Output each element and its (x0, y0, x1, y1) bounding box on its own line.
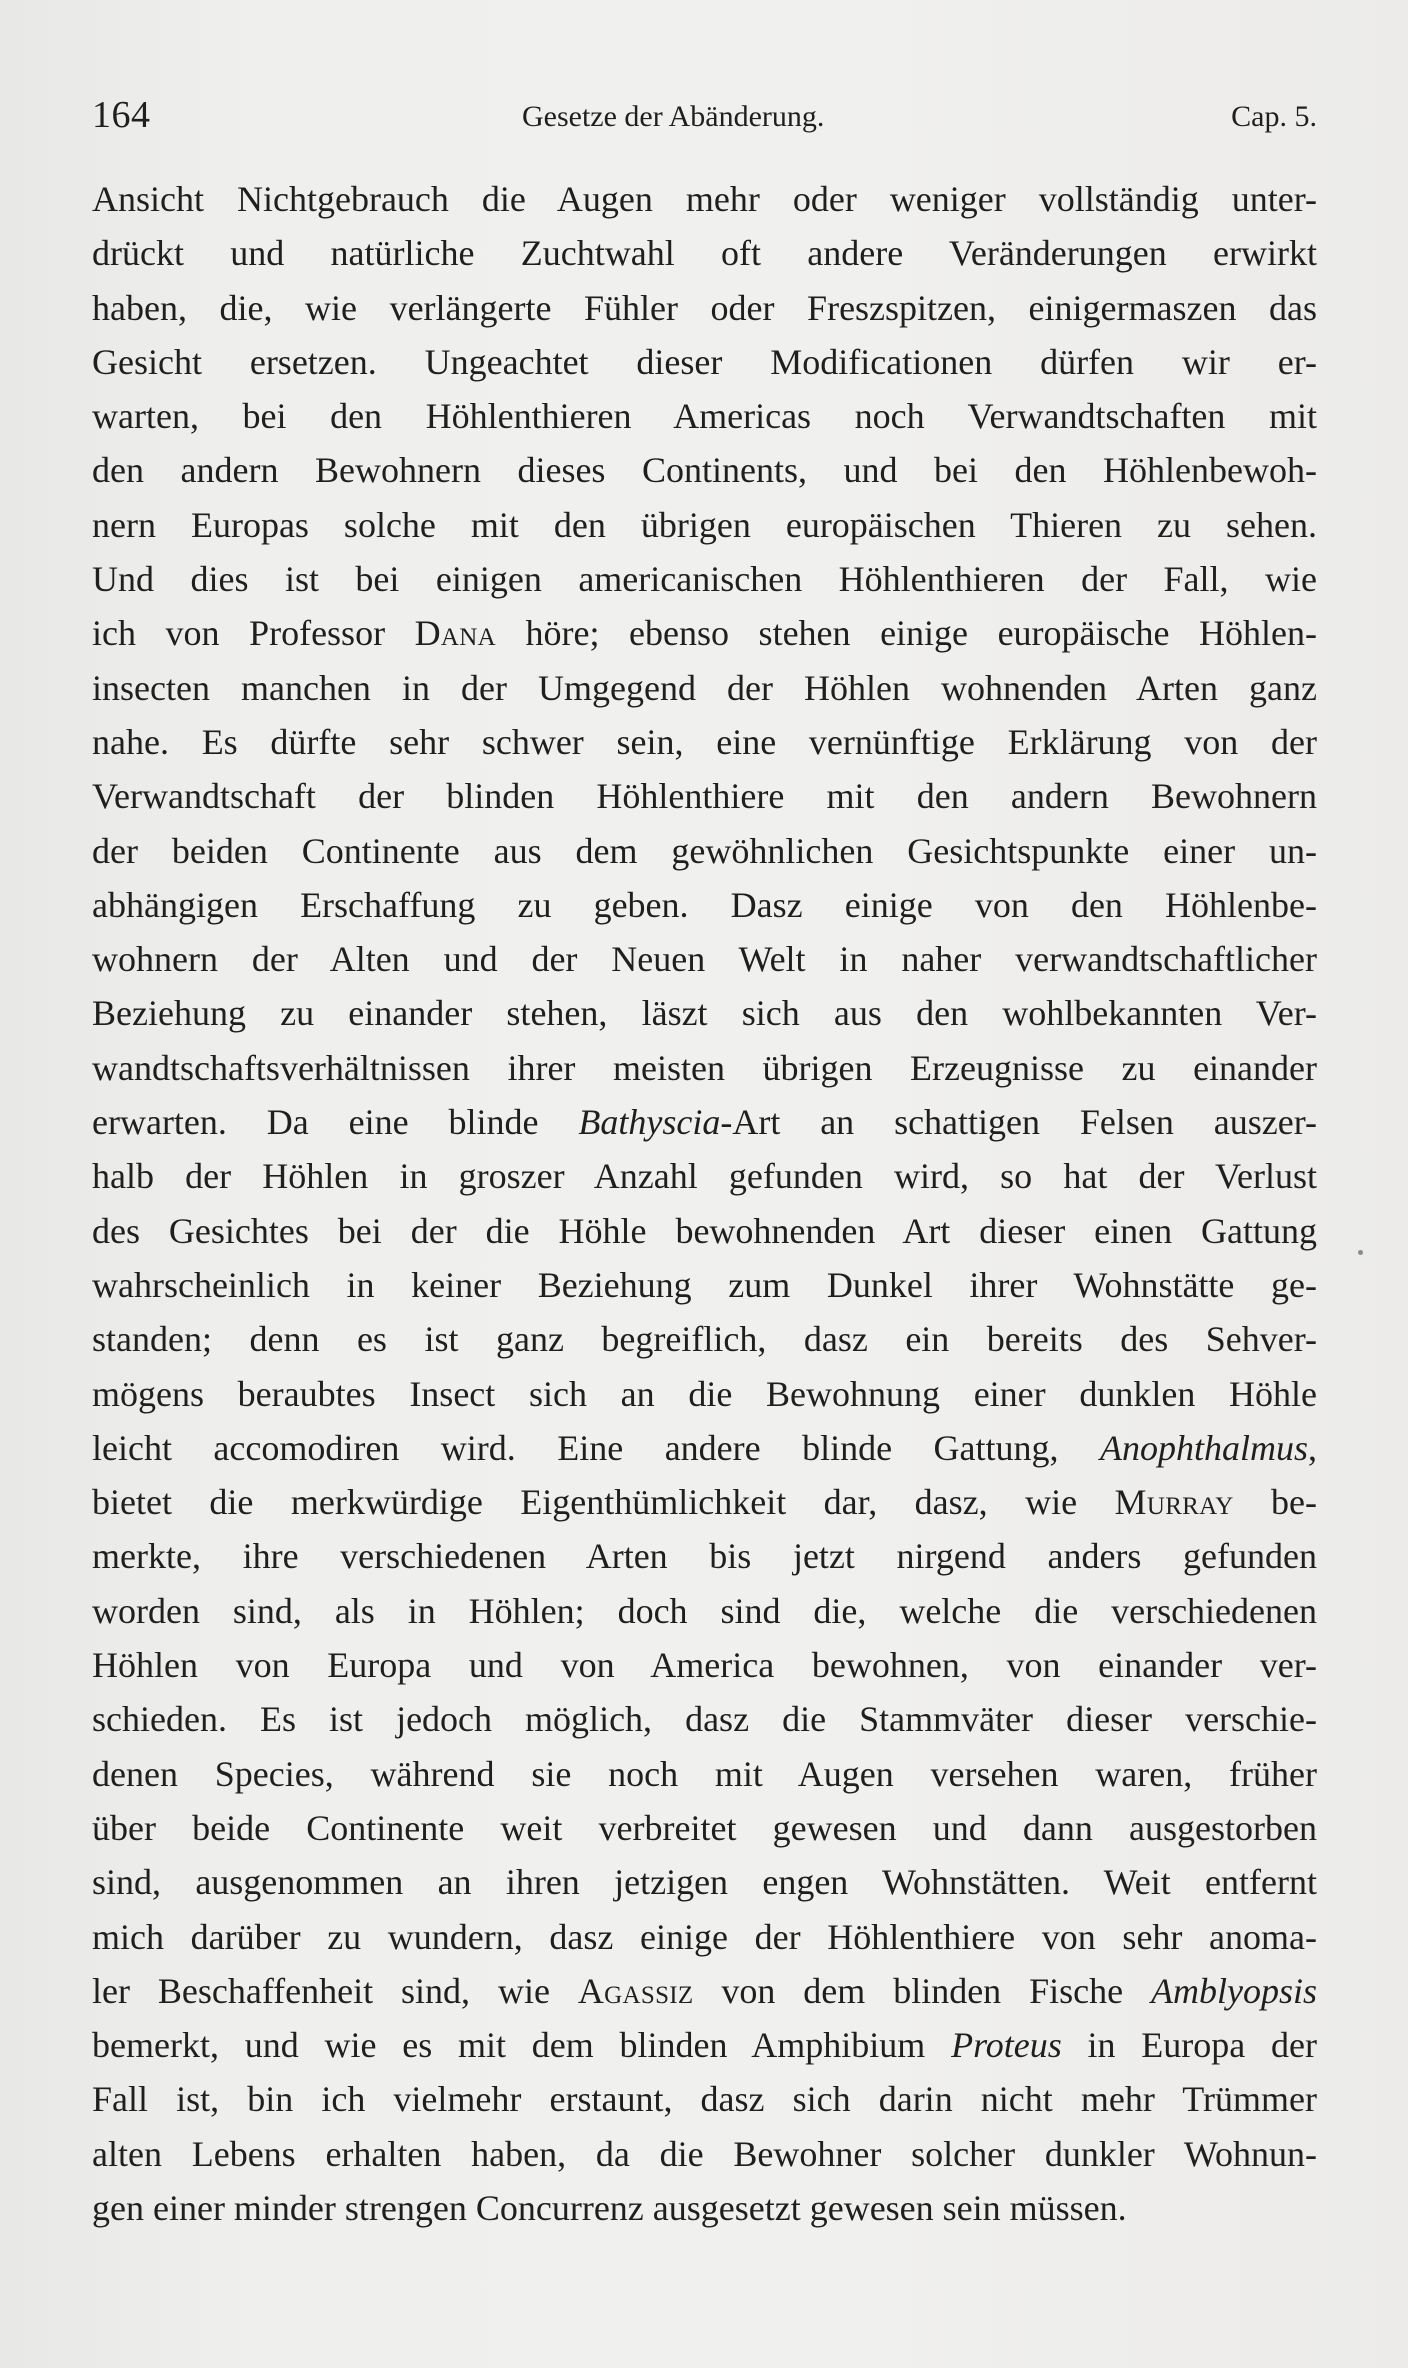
text-run: mich darüber zu wundern, dasz einige der Höhlenthiere von sehr anoma- (92, 1916, 1317, 1957)
text-run: nern Europas solche mit den übrigen europäischen Thieren zu sehen. (92, 504, 1317, 545)
text-line (92, 1529, 1317, 1583)
text-run: leicht accomodiren wird. Eine andere blinde Gattung, (92, 1427, 1100, 1468)
text-line (92, 932, 1317, 986)
genus-name: Anophthalmus (1099, 1427, 1308, 1468)
text-line (92, 498, 1317, 552)
text-line (92, 1801, 1317, 1855)
genus-name: Amblyopsis (1151, 1970, 1317, 2011)
text-line (92, 1421, 1317, 1475)
text-line (92, 715, 1317, 769)
text-line (92, 1367, 1317, 1421)
author-name: Dana (414, 613, 496, 654)
text-run: alten Lebens erhalten haben, da die Bewohner solcher dunkler Wohnun- (92, 2133, 1317, 2174)
text-line (92, 824, 1317, 878)
text-line (92, 1964, 1317, 2018)
text-run: mögens beraubtes Insect sich an die Bewohnung einer dunklen Höhle (92, 1373, 1317, 1414)
author-name: Agassiz (577, 1970, 694, 2011)
text-run: höre; ebenso stehen einige europäische Höhlen- (495, 613, 1317, 654)
text-run: der beiden Continente aus dem gewöhnlichen Gesichtspunkte einer un- (92, 830, 1317, 871)
text-line (92, 1910, 1317, 1964)
chapter-label: Cap. 5. (1231, 100, 1317, 133)
text-line (92, 335, 1317, 389)
body-text (92, 172, 1317, 2235)
text-line (92, 552, 1317, 606)
text-line (92, 443, 1317, 497)
text-line (92, 1095, 1317, 1149)
text-run: abhängigen Erschaffung zu geben. Dasz einige von den Höhlenbe- (92, 884, 1317, 925)
text-line (92, 986, 1317, 1040)
text-line (92, 226, 1317, 280)
text-run: Und dies ist bei einigen americanischen Höhlenthieren der Fall, wie (92, 559, 1317, 600)
text-run: gen einer minder strengen Concurrenz ausgesetzt gewesen sein müssen. (92, 2187, 1127, 2228)
text-run: Höhlen von Europa und von America bewohnen, von einander ver- (92, 1645, 1317, 1686)
text-run: nahe. Es dürfte sehr schwer sein, eine vernünftige Erklärung von der (92, 721, 1317, 762)
running-title: Gesetze der Abänderung. (522, 100, 825, 133)
text-run: erwarten. Da eine blinde (92, 1102, 579, 1143)
text-line (92, 1258, 1317, 1312)
text-line (92, 1149, 1317, 1203)
page-number: 164 (92, 94, 151, 136)
text-line (92, 2127, 1317, 2181)
text-line (92, 2072, 1317, 2126)
text-line (92, 878, 1317, 932)
text-run: schieden. Es ist jedoch möglich, dasz die Stammväter dieser verschie- (92, 1699, 1317, 1740)
text-line (92, 389, 1317, 443)
text-run: von dem blinden Fische (693, 1970, 1152, 2011)
text-run: worden sind, als in Höhlen; doch sind die, welche die verschiedenen (92, 1590, 1317, 1631)
text-run: Verwandtschaft der blinden Höhlenthiere mit den andern Bewohnern (92, 776, 1317, 817)
text-run: Beziehung zu einander stehen, läszt sich aus den wohlbekannten Ver- (92, 993, 1317, 1034)
text-line (92, 769, 1317, 823)
text-line (92, 1204, 1317, 1258)
text-run: in Europa der (1061, 2025, 1317, 2066)
text-run: standen; denn es ist ganz begreiflich, dasz ein bereits des Sehver- (92, 1319, 1317, 1360)
text-run: ler Beschaffenheit sind, wie (92, 1970, 578, 2011)
text-line (92, 1747, 1317, 1801)
genus-name: Bathyscia (578, 1102, 721, 1143)
text-run: den andern Bewohnern dieses Continents, und bei den Höhlenbewoh- (92, 450, 1317, 491)
text-run: -Art an schattigen Felsen auszer- (720, 1102, 1317, 1143)
text-run: Ansicht Nichtgebrauch die Augen mehr oder weniger vollständig unter- (92, 179, 1317, 219)
text-run: über beide Continente weit verbreitet gewesen und dann ausgestorben (92, 1807, 1317, 1848)
author-name: Murray (1114, 1482, 1234, 1523)
text-run: insecten manchen in der Umgegend der Höhlen wohnenden Arten ganz (92, 667, 1317, 708)
text-line (92, 1312, 1317, 1366)
genus-name: Proteus (951, 2025, 1062, 2066)
text-run: merkte, ihre verschiedenen Arten bis jetzt nirgend anders gefunden (92, 1536, 1317, 1577)
text-run: denen Species, während sie noch mit Augen versehen waren, früher (92, 1753, 1317, 1794)
text-run: , (1308, 1427, 1317, 1468)
text-run: warten, bei den Höhlenthieren Americas noch Verwandtschaften mit (92, 396, 1317, 437)
text-line (92, 172, 1317, 226)
text-line (92, 1638, 1317, 1692)
text-run: be- (1233, 1482, 1317, 1523)
text-run: Fall ist, bin ich vielmehr erstaunt, dasz sich darin nicht mehr Trümmer (92, 2079, 1317, 2120)
text-line (92, 2018, 1317, 2072)
text-line (92, 1692, 1317, 1746)
paper-speck (1358, 1250, 1363, 1255)
text-line (92, 606, 1317, 660)
text-line (92, 2181, 1317, 2235)
text-run: des Gesichtes bei der die Höhle bewohnenden Art dieser einen Gattung (92, 1210, 1317, 1251)
text-run: wandtschaftsverhältnissen ihrer meisten übrigen Erzeugnisse zu einander (92, 1047, 1317, 1088)
text-line (92, 1855, 1317, 1909)
running-header (92, 96, 1317, 150)
text-run: Gesicht ersetzen. Ungeachtet dieser Modificationen dürfen wir er- (92, 341, 1317, 382)
text-line (92, 1041, 1317, 1095)
text-run: bemerkt, und wie es mit dem blinden Amphibium (92, 2025, 952, 2066)
text-run: drückt und natürliche Zuchtwahl oft andere Veränderungen erwirkt (92, 233, 1317, 274)
text-run: bietet die merkwürdige Eigenthümlichkeit dar, dasz, wie (92, 1482, 1115, 1523)
text-line (92, 281, 1317, 335)
text-run: sind, ausgenommen an ihren jetzigen engen Wohnstätten. Weit entfernt (92, 1862, 1317, 1903)
text-run: ich von Professor (92, 613, 415, 654)
text-line (92, 1584, 1317, 1638)
text-run: halb der Höhlen in groszer Anzahl gefunden wird, so hat der Verlust (92, 1156, 1317, 1197)
text-line (92, 1475, 1317, 1529)
text-run: wahrscheinlich in keiner Beziehung zum Dunkel ihrer Wohnstätte ge- (92, 1264, 1317, 1305)
text-run: haben, die, wie verlängerte Fühler oder Freszspitzen, einigermaszen das (92, 287, 1317, 328)
text-run: wohnern der Alten und der Neuen Welt in naher verwandtschaftlicher (92, 939, 1317, 980)
text-line (92, 661, 1317, 715)
